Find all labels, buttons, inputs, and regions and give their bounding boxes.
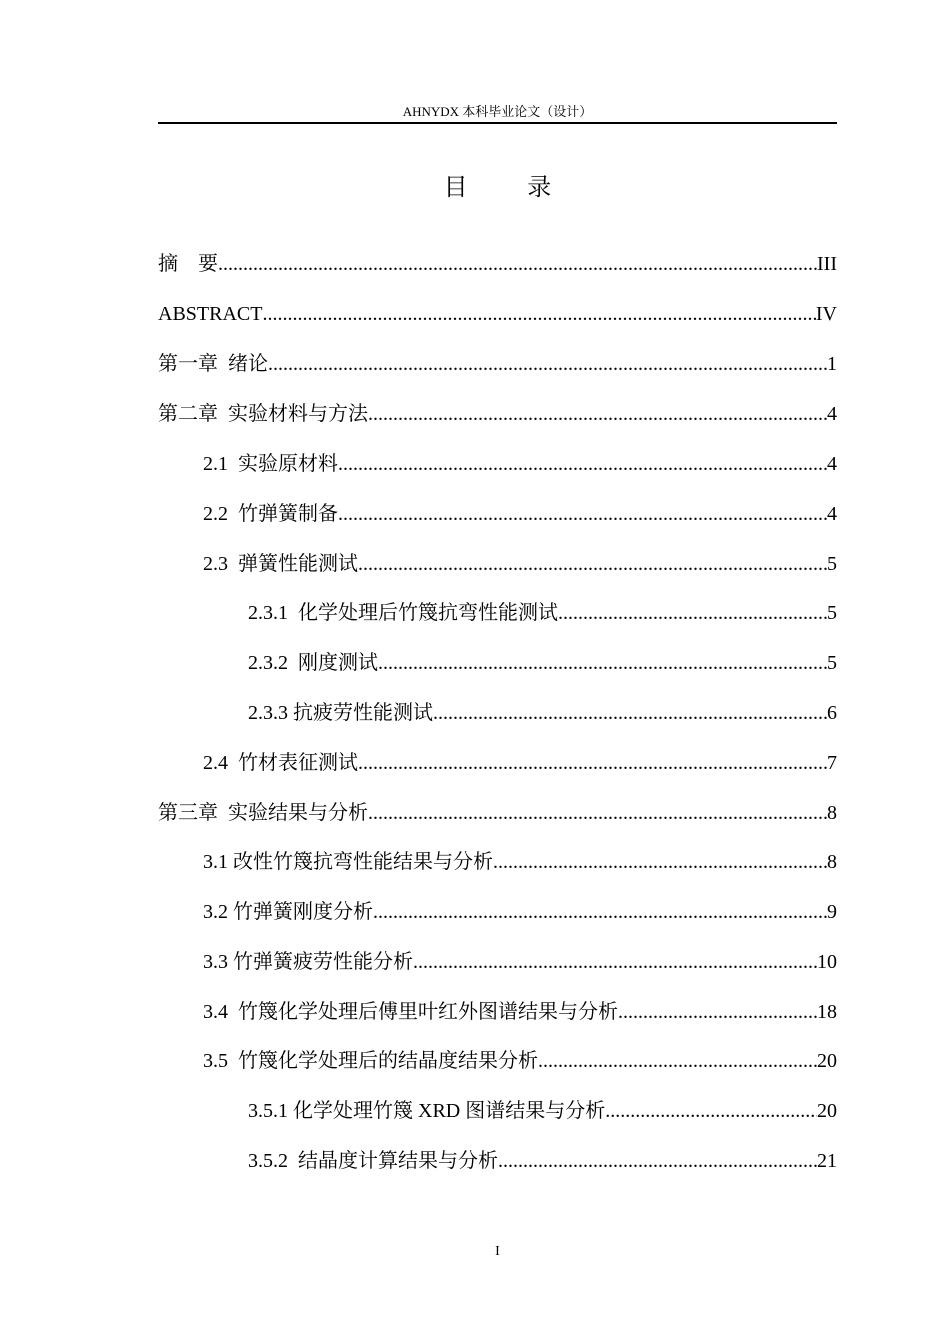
toc-entry[interactable]	[158, 300, 837, 328]
toc-entry-page: 1	[827, 353, 837, 375]
toc-entry[interactable]	[158, 250, 837, 278]
toc-entry-label: ABSTRACT	[158, 303, 263, 325]
toc-leader	[218, 250, 817, 278]
toc-entry[interactable]	[158, 400, 837, 428]
toc-leader	[498, 1147, 817, 1175]
toc-entry[interactable]	[158, 350, 837, 378]
toc-entry[interactable]	[203, 848, 837, 876]
toc-leader	[538, 1047, 817, 1075]
toc-entry-page: 20	[817, 1050, 837, 1072]
toc-leader	[368, 400, 827, 428]
toc-entry-page: 4	[827, 403, 837, 425]
toc-leader	[378, 649, 827, 677]
toc-entry-label: 第一章 绪论	[158, 353, 268, 375]
toc-entry-label: 2.3.1 化学处理后竹篾抗弯性能测试	[248, 602, 558, 624]
page-number: I	[495, 1244, 500, 1259]
toc-entry-label: 3.1 改性竹篾抗弯性能结果与分析	[203, 851, 493, 873]
toc-entry-label: 2.1 实验原材料	[203, 453, 338, 475]
toc-leader	[262, 300, 815, 328]
toc-entry[interactable]	[203, 450, 837, 478]
toc-entry-label: 2.3 弹簧性能测试	[203, 553, 358, 575]
toc-entry-page: 18	[817, 1001, 837, 1023]
toc-entry-page: 8	[827, 851, 837, 873]
toc-entry-page: III	[817, 253, 837, 275]
toc-entry-label: 2.2 竹弹簧制备	[203, 503, 338, 525]
running-header: AHNYDX 本科毕业论文（设计）	[402, 104, 593, 119]
toc-entry-page: 7	[827, 752, 837, 774]
toc-entry-page: 5	[827, 553, 837, 575]
toc-leader	[433, 699, 827, 727]
toc-entry-page: 5	[827, 652, 837, 674]
toc-leader	[338, 450, 827, 478]
toc-entry-label: 3.5.1 化学处理竹篾 XRD 图谱结果与分析	[248, 1100, 606, 1122]
toc-entry-label: 3.3 竹弹簧疲劳性能分析	[203, 951, 413, 973]
header-rule	[158, 122, 837, 124]
toc-entry-label: 摘 要	[158, 253, 218, 275]
toc-entry-label: 3.2 竹弹簧刚度分析	[203, 901, 373, 923]
toc-leader	[368, 799, 827, 827]
toc-leader	[618, 998, 817, 1026]
toc-leader	[268, 350, 827, 378]
toc-entry[interactable]	[203, 1047, 837, 1075]
toc-entry-label: 第二章 实验材料与方法	[158, 403, 368, 425]
toc-entry[interactable]	[203, 749, 837, 777]
toc-entry[interactable]	[248, 699, 837, 727]
toc-entry[interactable]	[248, 599, 837, 627]
toc-leader	[493, 848, 827, 876]
toc-entry-page: 6	[827, 702, 837, 724]
toc-entry-label: 3.5 竹篾化学处理后的结晶度结果分析	[203, 1050, 538, 1072]
toc-leader	[373, 898, 827, 926]
toc-entry[interactable]	[203, 948, 837, 976]
toc-leader	[605, 1097, 817, 1125]
toc-entry-label: 2.3.2 刚度测试	[248, 652, 378, 674]
toc-entry-page: IV	[815, 303, 837, 325]
toc-entry[interactable]	[203, 998, 837, 1026]
toc-entry[interactable]	[203, 550, 837, 578]
toc-entry-page: 4	[827, 503, 837, 525]
toc-entry[interactable]	[203, 898, 837, 926]
toc-entry[interactable]	[203, 500, 837, 528]
toc-entry[interactable]	[248, 649, 837, 677]
toc-leader	[338, 500, 827, 528]
toc-entry[interactable]	[248, 1147, 837, 1175]
toc-entry-label: 2.3.3 抗疲劳性能测试	[248, 702, 433, 724]
toc-entry-label: 2.4 竹材表征测试	[203, 752, 358, 774]
toc-entry-page: 5	[827, 602, 837, 624]
toc-entry[interactable]	[248, 1097, 837, 1125]
toc-entry-page: 21	[817, 1150, 837, 1172]
toc-entry-page: 10	[817, 951, 837, 973]
toc-leader	[358, 749, 827, 777]
toc-leader	[358, 550, 827, 578]
toc-entry-page: 4	[827, 453, 837, 475]
toc-entry-page: 8	[827, 802, 837, 824]
toc-entry-page: 9	[827, 901, 837, 923]
page-title: 目 录	[443, 173, 578, 201]
toc-entry-label: 3.5.2 结晶度计算结果与分析	[248, 1150, 498, 1172]
toc-entry-page: 20	[817, 1100, 837, 1122]
toc-entry-label: 第三章 实验结果与分析	[158, 802, 368, 824]
toc-leader	[413, 948, 817, 976]
toc-entry-label: 3.4 竹篾化学处理后傅里叶红外图谱结果与分析	[203, 1001, 618, 1023]
toc-leader	[558, 599, 827, 627]
toc-entry[interactable]	[158, 799, 837, 827]
